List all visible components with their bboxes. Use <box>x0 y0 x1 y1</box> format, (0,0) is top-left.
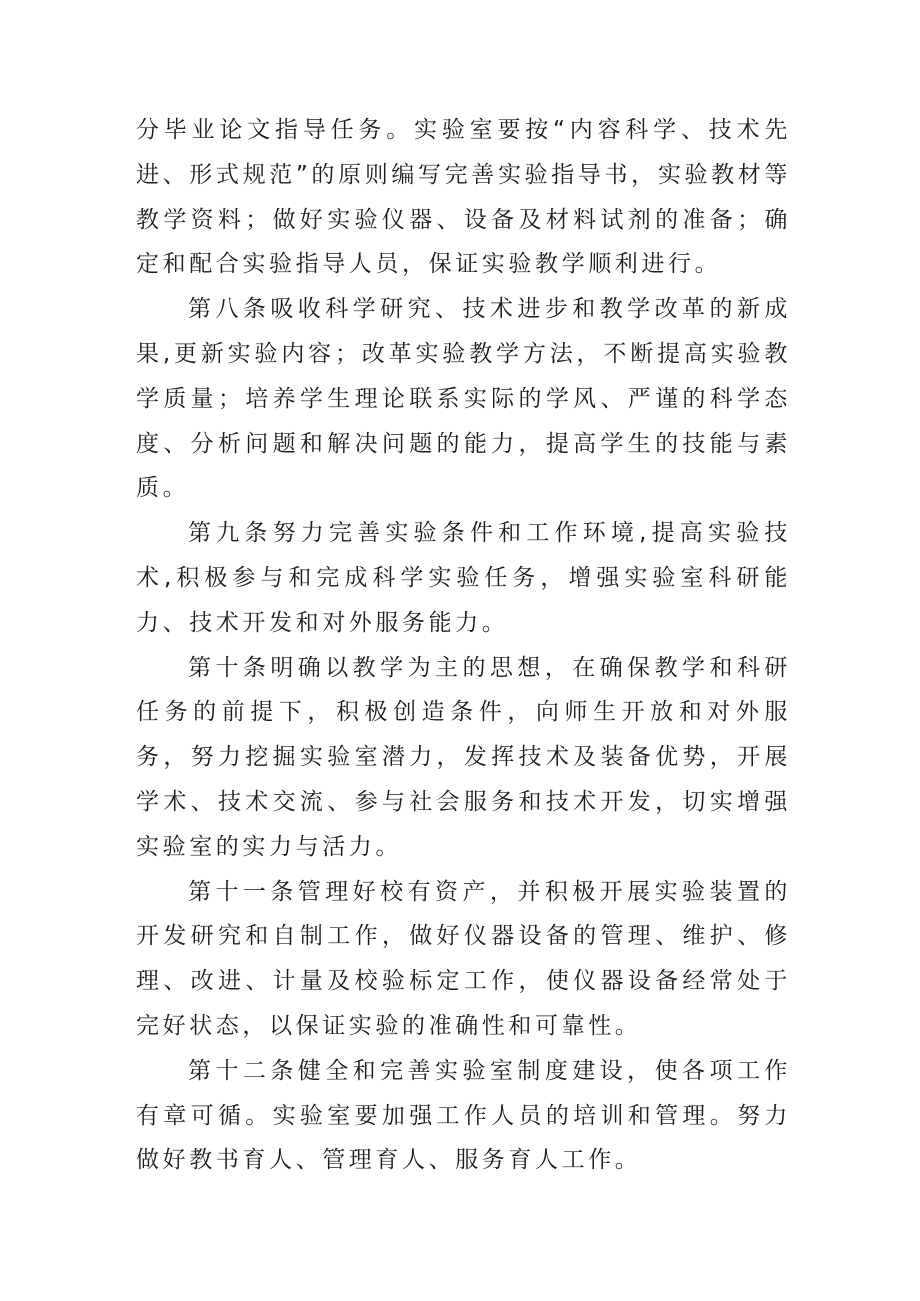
paragraph-article-11: 第十一条管理好校有资产，并积极开展实验装置的开发研究和自制工作，做好仪器设备的管理、维护、修理、改进、计量及校验标定工作，使仪器设备经常处于完好状态，以保证实验的准确性和可靠性。 <box>136 878 791 1039</box>
paragraph-article-9: 第九条努力完善实验条件和工作环境,提高实验技术,积极参与和完成科学实验任务，增强实验室科研能力、技术开发和对外服务能力。 <box>136 520 791 636</box>
paragraph-continuation: 分毕业论文指导任务。实验室要按“内容科学、技术先进、形式规范”的原则编写完善实验指导书，实验教材等教学资料；做好实验仪器、设备及材料试剂的准备；确定和配合实验指导人员，保证实验教学顺利进行。 <box>136 117 791 278</box>
paragraph-article-10: 第十条明确以教学为主的思想，在确保教学和科研任务的前提下，积极创造条件，向师生开放和对外服务，努力挖掘实验室潜力，发挥技术及装备优势，开展学术、技术交流、参与社会服务和技术开发，切实增强实验室的实力与活力。 <box>136 654 791 860</box>
paragraph-article-12: 第十二条健全和完善实验室制度建设，使各项工作有章可循。实验室要加强工作人员的培训和管理。努力做好教书育人、管理育人、服务育人工作。 <box>136 1057 791 1174</box>
document-body <box>136 108 791 1183</box>
paragraph-article-8: 第八条吸收科学研究、技术进步和教学改革的新成果,更新实验内容；改革实验教学方法，不断提高实验教学质量；培养学生理论联系实际的学风、严谨的科学态度、分析问题和解决问题的能力，提高学生的技能与素质。 <box>136 296 791 502</box>
